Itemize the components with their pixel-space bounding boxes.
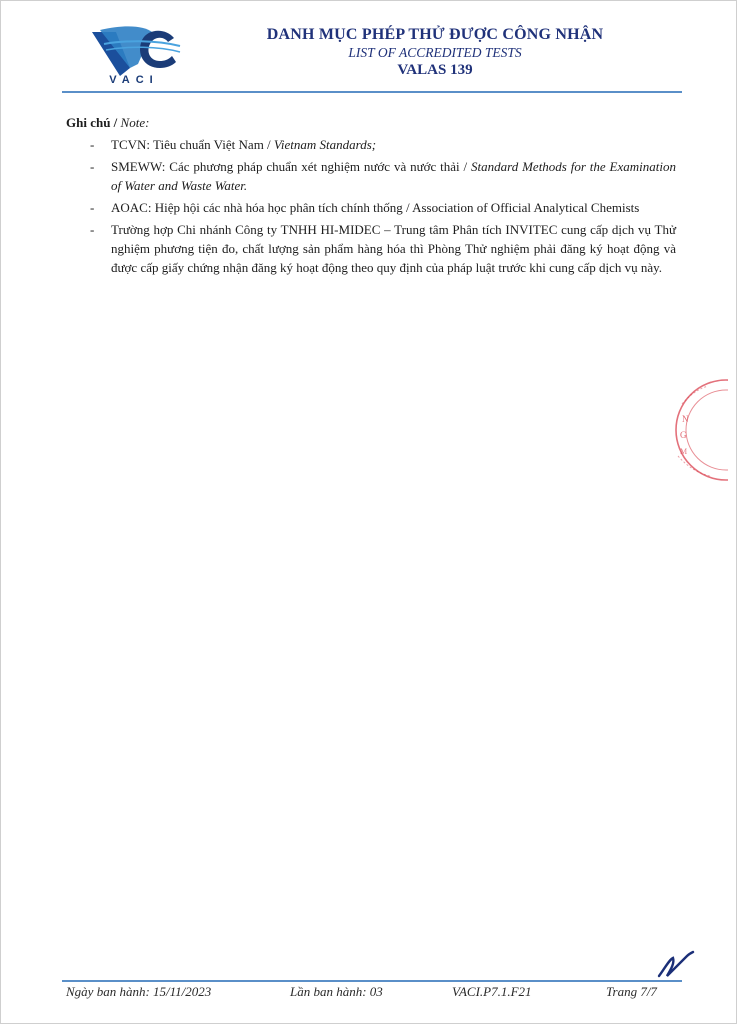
notes-section [66,113,676,280]
header-divider [62,91,682,93]
note-text-en: Standard Methods for the Examination of Water and Waste Water. [111,159,676,193]
svg-text:N: N [682,414,689,424]
svg-text:M: M [680,447,688,456]
note-list [66,135,676,277]
document-header [190,26,680,79]
page-number: Trang 7/7 [606,984,657,999]
note-text: AOAC: Hiệp hội các nhà hóa học phân tích chính thống / Association of Official Analytical Chemists [111,200,640,215]
note-text: SMEWW: Các phương pháp chuẩn xét nghiệm nước và nước thải / [111,159,468,174]
issue-date: Ngày ban hành: 15/11/2023 [66,984,212,999]
svg-text:G: G [680,430,687,440]
note-text-en: Vietnam Standards; [273,137,377,152]
form-code: VACI.P7.1.F21 [452,984,532,999]
note-item-smeww: - SMEWW: Các phương pháp chuẩn xét nghiệm nước và nước thải / Standard Methods for the Examination of Water and Waste Water. [90,159,676,193]
note-item-registration: - Trường hợp Chi nhánh Công ty TNHH HI-MIDEC – Trung tâm Phân tích INVITEC cung cấp dịch vụ Thử nghiệm phương tiện đo, chất lượng sản phẩm hàng hóa thì Phòng Thử nghiệm phải đăng ký hoạt động và được cấp giấy chứng nhận đăng ký hoạt động theo quy định của pháp luật trước khi cung cấp dịch vụ này. [90,222,676,275]
revision-number: Lần ban hành: 03 [290,984,383,999]
footer-divider [62,980,682,982]
page-title: DANH MỤC PHÉP THỬ ĐƯỢC CÔNG NHẬN [266,26,604,43]
note-item-aoac: - AOAC: Hiệp hội các nhà hóa học phân tích chính thống / Association of Official Analytical Chemists [90,200,640,215]
official-stamp [648,376,728,486]
page-subtitle: LIST OF ACCREDITED TESTS [348,45,522,60]
logo-text: VACI [109,74,159,86]
note-item-tcvn: - TCVN: Tiêu chuẩn Việt Nam / Vietnam Standards; [90,137,377,152]
note-text: Trường hợp Chi nhánh Công ty TNHH HI-MIDEC – Trung tâm Phân tích INVITEC cung cấp dịch vụ Thử nghiệm phương tiện đo, chất lượng sản phẩm hàng hóa thì Phòng Thử nghiệm phải đăng ký hoạt động và được cấp giấy chứng nhận đăng ký hoạt động theo quy định của pháp luật trước khi cung cấp dịch vụ này. [111,222,676,275]
notes-heading-vi: Ghi chú / [66,115,118,130]
accreditation-code: VALAS 139 [397,62,473,78]
signature-mark [655,950,695,982]
note-text: TCVN: Tiêu chuẩn Việt Nam / [111,137,271,152]
notes-heading [66,113,676,132]
notes-heading-en: Note: [120,115,150,130]
